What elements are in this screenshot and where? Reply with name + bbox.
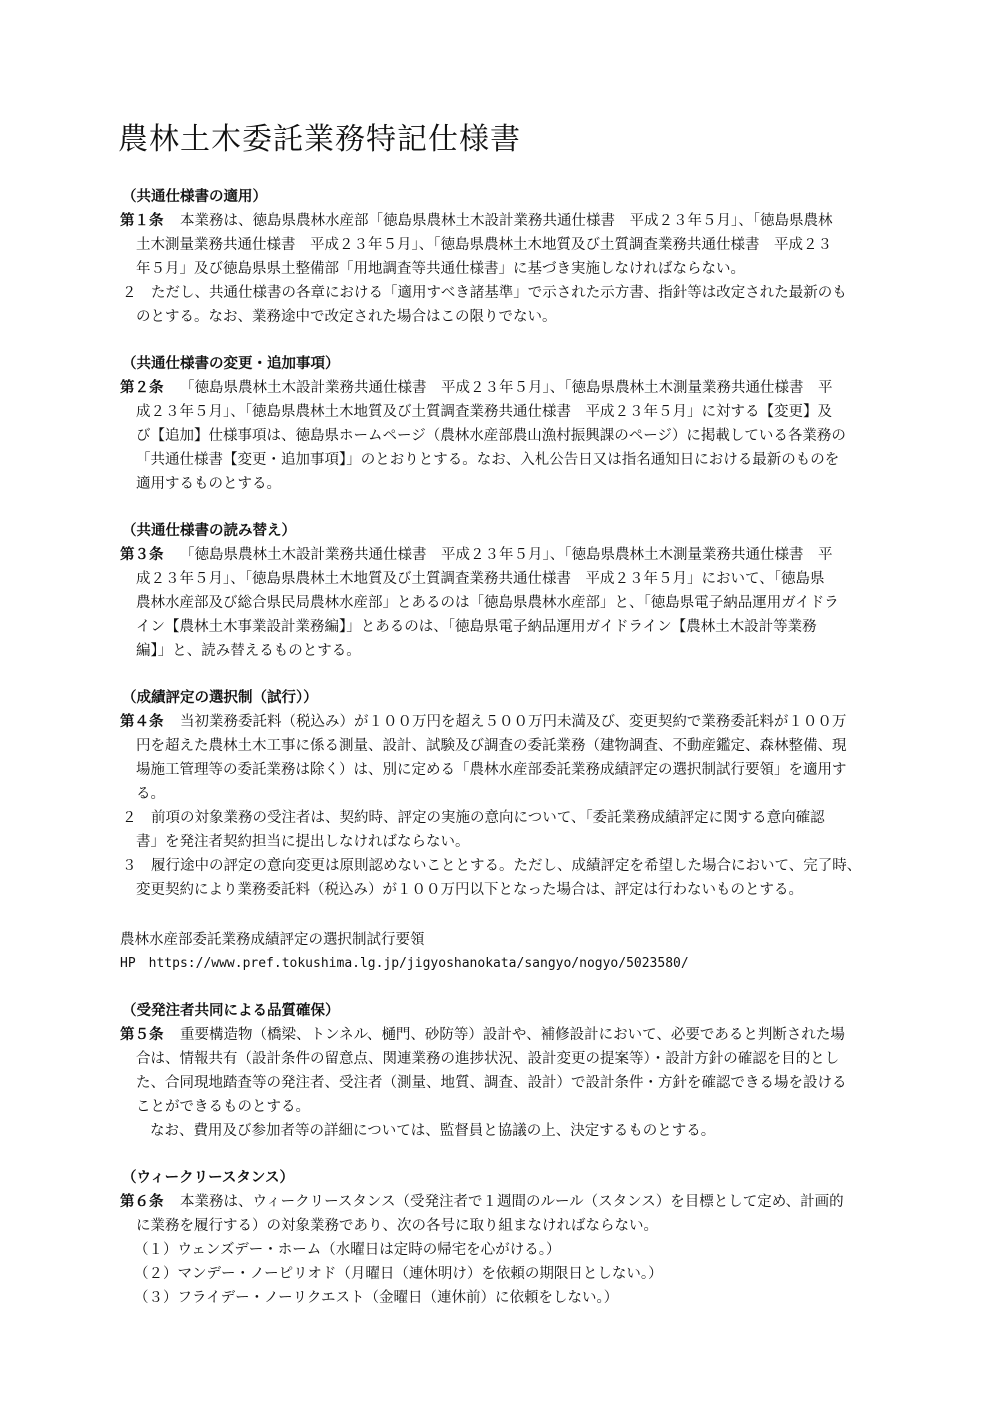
article-4-line-7: ３ 履行途中の評定の意向変更は原則認めないこととする。ただし、成績評定を希望した場合において、完了時、 <box>122 858 862 874</box>
article-1-line-5: のとする。なお、業務途中で改定された場合はこの限りでない。 <box>136 309 557 325</box>
article-4-line-4: る。 <box>136 786 165 802</box>
article-number-3: 第３条 <box>120 547 164 563</box>
section-heading-1: （共通仕様書の適用） <box>122 189 267 205</box>
article-number-4: 第４条 <box>120 714 164 730</box>
article-5-line-3: た、合同現地踏査等の発注者、受注者（測量、地質、調査、設計）で設計条件・方針を確認できる場を設ける <box>136 1075 847 1091</box>
reference-title: 農林水産部委託業務成績評定の選択制試行要領 <box>120 932 425 948</box>
article-2-line-3: び【追加】仕様事項は、徳島県ホームページ（農林水産部農山漁村振興課のページ）に掲載している各業務の <box>136 428 846 444</box>
article-4-line-3: 場施工管理等の委託業務は除く）は、別に定める「農林水産部委託業務成績評定の選択制試行要領」を適用す <box>136 762 847 778</box>
article-6-item-3: （３）フライデー・ノーリクエスト（金曜日（連休前）に依頼をしない。） <box>134 1290 619 1306</box>
article-3-line-5: 編】」と、読み替えるものとする。 <box>136 643 361 659</box>
article-4-line-1: 当初業務委託料（税込み）が１００万円を超え５００万円未満及び、変更契約で業務委託料が１００万 <box>180 714 847 730</box>
article-3-line-2: 成２３年５月」、「徳島県農林土木地質及び土質調査業務共通仕様書 平成２３年５月」において、「徳島県 <box>136 571 825 587</box>
article-1-line-3: 年５月」及び徳島県県土整備部「用地調査等共通仕様書」に基づき実施しなければならない。 <box>136 261 745 277</box>
article-number-6: 第６条 <box>120 1194 164 1210</box>
section-heading-5: （受発注者共同による品質確保） <box>122 1003 340 1019</box>
article-5-line-1: 重要構造物（橋梁、トンネル、樋門、砂防等）設計や、補修設計において、必要であると判断された場 <box>180 1027 845 1043</box>
article-2-line-2: 成２３年５月」、「徳島県農林土木地質及び土質調査業務共通仕様書 平成２３年５月」に対する【変更】及 <box>136 404 832 420</box>
article-4-line-5: ２ 前項の対象業務の受注者は、契約時、評定の実施の意向について、「委託業務成績評定に関する意向確認 <box>122 810 825 826</box>
article-2-line-5: 適用するものとする。 <box>136 476 281 492</box>
article-3-line-4: イン【農林土木事業設計業務編】」とあるのは、「徳島県電子納品運用ガイドライン【農林土木設計等業務 <box>136 619 817 635</box>
article-number-2: 第２条 <box>120 380 164 396</box>
article-2-line-1: 「徳島県農林土木設計業務共通仕様書 平成２３年５月」、「徳島県農林土木測量業務共通仕様書 平 <box>180 380 833 396</box>
article-4-line-2: 円を超えた農林土木工事に係る測量、設計、試験及び調査の委託業務（建物調査、不動産鑑定、森林整備、現 <box>136 738 847 754</box>
reference-url: HP https://www.pref.tokushima.lg.jp/jigyoshanokata/sangyo/nogyo/5023580/ <box>120 956 689 971</box>
article-5-line-2: 合は、情報共有（設計条件の留意点、関連業務の進捗状況、設計変更の提案等）・設計方針の確認を目的とし <box>136 1051 840 1067</box>
article-6-line-2: に業務を履行する）の対象業務であり、次の各号に取り組まなければならない。 <box>136 1218 658 1234</box>
article-1-line-2: 土木測量業務共通仕様書 平成２３年５月」、「徳島県農林土木地質及び土質調査業務共通仕様書 平成２３ <box>136 237 832 253</box>
article-number-1: 第１条 <box>120 213 164 229</box>
section-heading-2: （共通仕様書の変更・追加事項） <box>122 356 340 372</box>
document-title: 農林土木委託業務特記仕様書 <box>118 122 521 157</box>
article-3-line-1: 「徳島県農林土木設計業務共通仕様書 平成２３年５月」、「徳島県農林土木測量業務共通仕様書 平 <box>180 547 833 563</box>
article-2-line-4: 「共通仕様書【変更・追加事項】」のとおりとする。なお、入札公告日又は指名通知日における最新のものを <box>136 452 840 468</box>
article-4-line-8: 変更契約により業務委託料（税込み）が１００万円以下となった場合は、評定は行わないものとする。 <box>136 882 803 898</box>
article-6-item-1: （１）ウェンズデー・ホーム（水曜日は定時の帰宅を心がける。） <box>134 1242 561 1258</box>
article-6-item-2: （２）マンデー・ノーピリオド（月曜日（連休明け）を依頼の期限日としない。） <box>134 1266 663 1282</box>
section-heading-6: （ウィークリースタンス） <box>122 1170 294 1186</box>
article-1-line-4: ２ ただし、共通仕様書の各章における「適用すべき諸基準」で示された示方書、指針等は改定された最新のも <box>122 285 847 301</box>
article-number-5: 第５条 <box>120 1027 164 1043</box>
article-5-line-5: なお、費用及び参加者等の詳細については、監督員と協議の上、決定するものとする。 <box>150 1123 716 1139</box>
section-heading-4: （成績評定の選択制（試行）） <box>122 690 318 706</box>
article-5-line-4: ことができるものとする。 <box>136 1099 310 1115</box>
section-heading-3: （共通仕様書の読み替え） <box>122 523 296 539</box>
article-3-line-3: 農林水産部及び総合県民局農林水産部」とあるのは「徳島県農林水産部」と、「徳島県電子納品運用ガイドラ <box>136 595 839 611</box>
article-6-line-1: 本業務は、ウィークリースタンス（受発注者で１週間のルール（スタンス）を目標として定め、計画的 <box>180 1194 844 1210</box>
article-1-line-1: 本業務は、徳島県農林水産部「徳島県農林土木設計業務共通仕様書 平成２３年５月」、「徳島県農林 <box>180 213 833 229</box>
article-4-line-6: 書」を発注者契約担当に提出しなければならない。 <box>136 834 470 850</box>
